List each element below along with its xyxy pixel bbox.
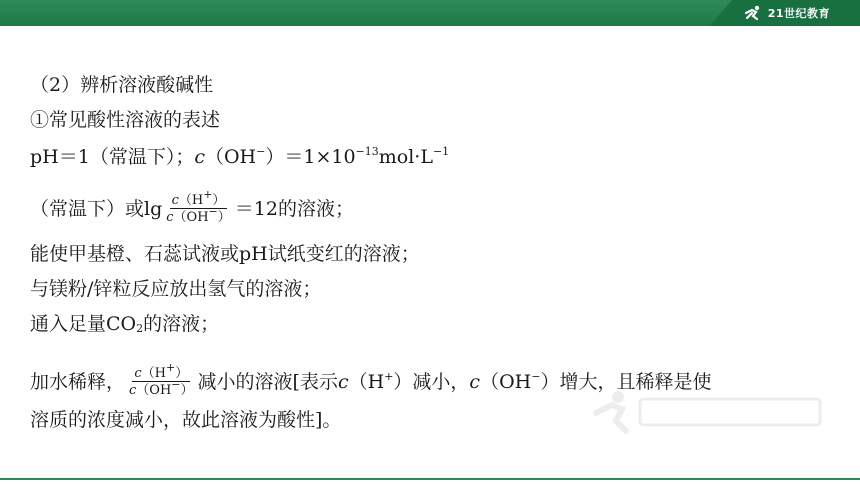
fraction-numerator: c（H+） bbox=[134, 361, 189, 381]
fraction-denominator: c（OH−） bbox=[129, 378, 194, 398]
header-bar bbox=[0, 0, 860, 26]
logo-text: 21世纪教育 bbox=[767, 7, 830, 20]
indicator-line bbox=[30, 245, 420, 264]
line5-suffix: 的溶液； bbox=[143, 313, 220, 335]
line6-prefix: 加水稀释， bbox=[30, 370, 126, 393]
line1-prefix: pH＝1（常温下）； bbox=[30, 146, 195, 168]
line6-h: （H bbox=[348, 370, 385, 393]
conclusion-line bbox=[30, 411, 341, 430]
line6-h-charge: + bbox=[384, 369, 394, 383]
subheading bbox=[30, 111, 220, 130]
subheading-text: ①常见酸性溶液的表述 bbox=[30, 109, 221, 131]
line1-charge: − bbox=[256, 145, 266, 158]
line6-c1: c bbox=[337, 370, 349, 393]
line1-exponent: −13 bbox=[355, 145, 379, 158]
watermark-icon bbox=[590, 387, 830, 437]
line2-suffix: ＝12的溶液； bbox=[234, 197, 354, 220]
concentration-ratio-fraction bbox=[164, 188, 233, 225]
line1-oh: （OH bbox=[204, 146, 257, 168]
co2-line bbox=[30, 315, 219, 334]
line6-text-b: ）减小， bbox=[393, 370, 470, 393]
line6-text-a: 减小的溶液[表示 bbox=[197, 370, 338, 393]
line2-prefix: （常温下）或lg bbox=[30, 197, 163, 220]
dilution-ratio-fraction bbox=[127, 361, 196, 398]
logo-runner-icon bbox=[742, 5, 764, 21]
metal-reaction-line bbox=[30, 280, 321, 299]
brand-logo bbox=[742, 4, 830, 22]
line6-oh-charge: − bbox=[531, 369, 541, 383]
fraction-denominator: c（OH−） bbox=[166, 205, 231, 225]
line5-subscript: 2 bbox=[136, 322, 144, 335]
line1-c: c bbox=[194, 146, 205, 168]
watermark-logo bbox=[590, 387, 830, 448]
line1-unit-exponent: −1 bbox=[432, 145, 450, 158]
line7-text: 溶质的浓度减小，故此溶液为酸性]。 bbox=[30, 409, 342, 431]
line1-value: ）＝1×10 bbox=[265, 146, 356, 168]
ph-expression-line bbox=[30, 145, 450, 168]
section-heading bbox=[30, 76, 213, 95]
line5-prefix: 通入足量CO bbox=[30, 313, 137, 335]
line3-text: 能使甲基橙、石蕊试液或pH试纸变红的溶液； bbox=[30, 243, 420, 265]
heading-text: （2）辨析溶液酸碱性 bbox=[30, 74, 214, 96]
line6-text-c: ）增大，且稀释是使 bbox=[540, 370, 712, 393]
line6-c2: c bbox=[469, 370, 481, 393]
line6-oh: （OH bbox=[480, 370, 532, 393]
lg-ratio-line bbox=[30, 188, 354, 225]
line1-unit: mol·L bbox=[378, 146, 433, 168]
line4-text: 与镁粉/锌粒反应放出氢气的溶液； bbox=[30, 278, 322, 300]
fraction-numerator: c（H+） bbox=[171, 188, 226, 208]
footer-rule bbox=[0, 478, 860, 480]
